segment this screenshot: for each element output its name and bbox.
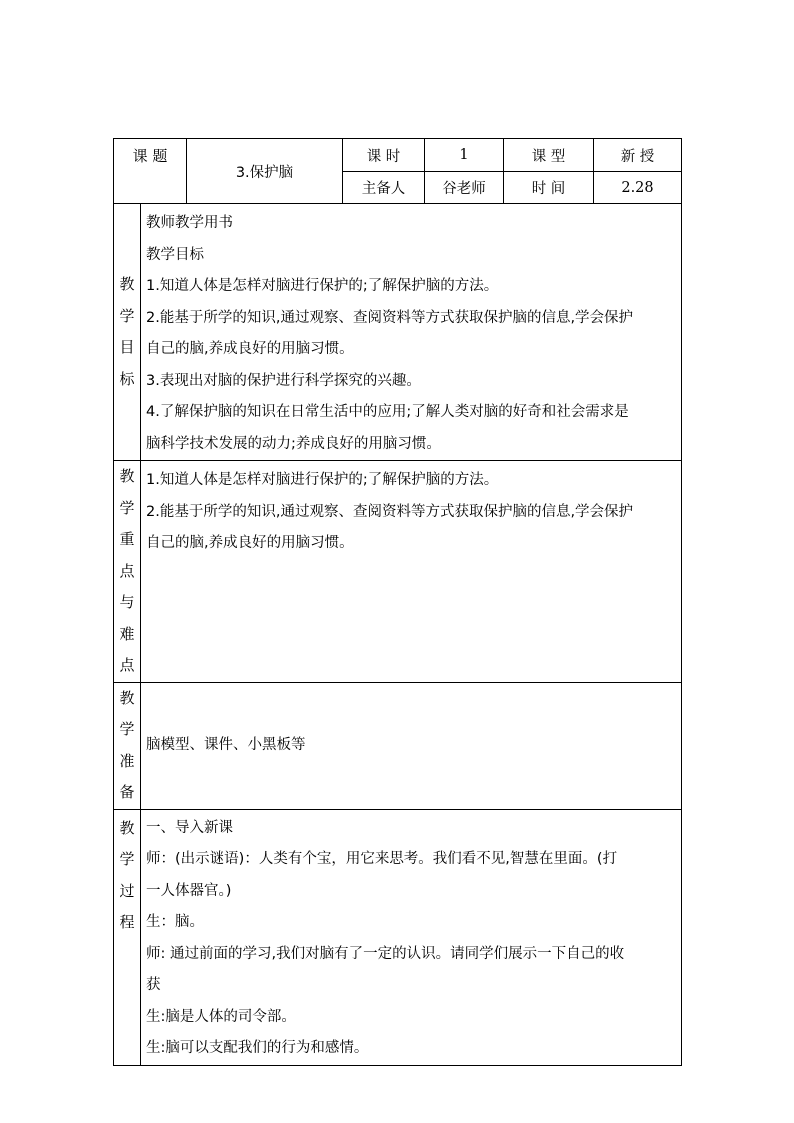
process-line: 生:脑是人体的司令部。 xyxy=(146,1008,296,1025)
preparation-content xyxy=(141,682,682,809)
process-content xyxy=(141,809,682,1065)
process-label: 教 学 过 程 xyxy=(114,809,141,1065)
goals-line: 1.知道人体是怎样对脑进行保护的;了解保护脑的方法。 xyxy=(146,278,499,294)
goals-line: 4.了解保护脑的知识在日常生活中的应用;了解人类对脑的好奇和社会需求是 xyxy=(146,404,629,420)
process-line: 获 xyxy=(146,977,161,993)
time-label: 时 间 xyxy=(504,172,594,204)
lesson-plan-table xyxy=(113,138,682,1066)
lesson-title: 3.保护脑 xyxy=(235,164,294,181)
goals-line: 教师教学用书 xyxy=(146,215,233,231)
process-line: 师：(出示谜语)：人类有个宝，用它来思考。我们看不见,智慧在里面。(打 xyxy=(146,851,618,867)
type-label: 课 型 xyxy=(504,139,594,172)
goals-content xyxy=(141,204,682,461)
goals-row xyxy=(114,204,682,461)
process-line: 一、导入新课 xyxy=(146,819,233,836)
key-points-content xyxy=(141,461,682,683)
preparer-value: 谷老师 xyxy=(425,172,504,204)
goals-label: 教 学 目 标 xyxy=(114,204,141,461)
process-row xyxy=(114,809,682,1065)
period-label: 课 时 xyxy=(343,139,425,172)
topic-label: 课 题 xyxy=(114,139,187,204)
key-points-row xyxy=(114,461,682,683)
key-points-line: 1.知道人体是怎样对脑进行保护的;了解保护脑的方法。 xyxy=(146,472,499,488)
process-line: 师: 通过前面的学习,我们对脑有了一定的认识。请同学们展示一下自己的收 xyxy=(146,945,625,962)
process-line: 生：脑。 xyxy=(146,914,204,930)
key-points-label: 教 学 重 点 与 难 点 xyxy=(114,461,141,683)
goals-line: 3.表现出对脑的保护进行科学探究的兴趣。 xyxy=(146,372,421,389)
process-line: 生:脑可以支配我们的行为和感情。 xyxy=(146,1040,369,1056)
goals-line: 脑科学技术发展的动力;养成良好的用脑习惯。 xyxy=(146,435,441,452)
header-row-1 xyxy=(114,139,682,172)
key-points-line: 自己的脑,养成良好的用脑习惯。 xyxy=(146,535,354,551)
preparation-label: 教 学 准 备 xyxy=(114,682,141,809)
goals-line: 2.能基于所学的知识,通过观察、查阅资料等方式获取保护脑的信息,学会保护 xyxy=(146,309,634,326)
preparation-row xyxy=(114,682,682,809)
goals-line: 自己的脑,养成良好的用脑习惯。 xyxy=(146,341,354,357)
time-value: 2.28 xyxy=(594,172,682,204)
topic-value xyxy=(187,139,343,204)
period-value: 1 xyxy=(425,139,504,172)
key-points-line: 2.能基于所学的知识,通过观察、查阅资料等方式获取保护脑的信息,学会保护 xyxy=(146,503,634,520)
preparer-label: 主备人 xyxy=(343,172,425,204)
goals-line: 教学目标 xyxy=(146,246,204,263)
process-line: 一人体器官。) xyxy=(146,882,232,899)
type-value: 新 授 xyxy=(594,139,682,172)
preparation-text: 脑模型、课件、小黑板等 xyxy=(146,736,306,753)
